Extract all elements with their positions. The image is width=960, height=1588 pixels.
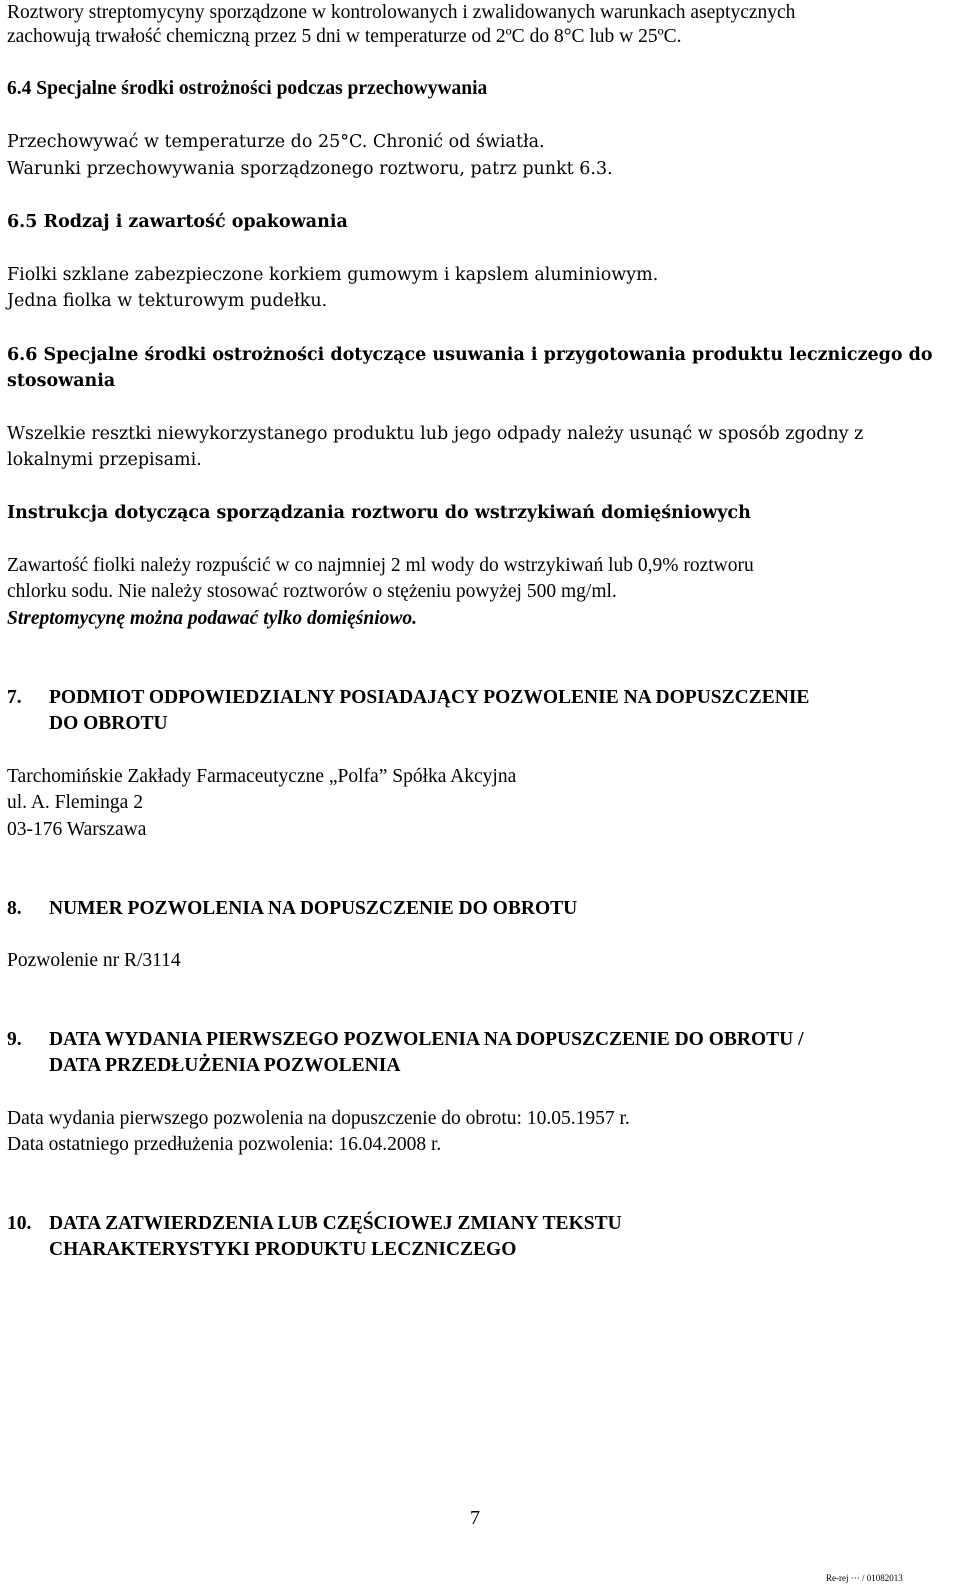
section-8-line-1: Pozwolenie nr R/3114 bbox=[7, 950, 181, 971]
section-10-number: 10. bbox=[7, 1213, 32, 1234]
section-9-line-2: Data ostatniego przedłużenia pozwolenia: 16.04.2008 r. bbox=[7, 1134, 442, 1155]
section-9-number: 9. bbox=[7, 1029, 22, 1050]
section-6-5-line-1: Fiolki szklane zabezpieczone korkiem gumowym i kapslem aluminiowym. bbox=[7, 265, 659, 285]
section-7-line-2: ul. A. Fleminga 2 bbox=[7, 792, 143, 813]
section-6-5-line-2: Jedna fiolka w tekturowym pudełku. bbox=[7, 291, 328, 311]
section-6-6-line-2: lokalnymi przepisami. bbox=[7, 450, 202, 470]
instruction-heading: Instrukcja dotycząca sporządzania roztworu do wstrzykiwań domięśniowych bbox=[7, 503, 751, 523]
section-7-heading-2: DO OBROTU bbox=[49, 713, 168, 734]
section-9-line-1: Data wydania pierwszego pozwolenia na dopuszczenie do obrotu: 10.05.1957 r. bbox=[7, 1108, 630, 1129]
footer-reference: Re-rej ··· / 01082013 bbox=[826, 1573, 903, 1583]
section-6-6-heading-1: 6.6 Specjalne środki ostrożności dotyczące usuwania i przygotowania produktu leczniczego do bbox=[7, 345, 933, 365]
section-7-heading-1 bbox=[7, 685, 809, 711]
instruction-line-2: chlorku sodu. Nie należy stosować roztworów o stężeniu powyżej 500 mg/ml. bbox=[7, 581, 617, 602]
section-9-heading-1 bbox=[7, 1027, 804, 1053]
section-8-heading bbox=[7, 896, 577, 922]
section-6-4-line-1: Przechowywać w temperaturze do 25°C. Chronić od światła. bbox=[7, 132, 545, 152]
section-10-heading-1 bbox=[7, 1211, 622, 1237]
instruction-line-3: Streptomycynę można podawać tylko domięśniowo. bbox=[7, 608, 418, 629]
instruction-line-1: Zawartość fiolki należy rozpuścić w co najmniej 2 ml wody do wstrzykiwań lub 0,9% roztworu bbox=[7, 555, 754, 576]
section-9-title-1: DATA WYDANIA PIERWSZEGO POZWOLENIA NA DOPUSZCZENIE DO OBROTU / bbox=[49, 1029, 804, 1050]
section-6-6-heading-2: stosowania bbox=[7, 371, 116, 391]
section-6-4-line-2: Warunki przechowywania sporządzonego roztworu, patrz punkt 6.3. bbox=[7, 159, 613, 179]
section-8-title: NUMER POZWOLENIA NA DOPUSZCZENIE DO OBROTU bbox=[49, 898, 578, 919]
section-7-title-1: PODMIOT ODPOWIEDZIALNY POSIADAJĄCY POZWOLENIE NA DOPUSZCZENIE bbox=[49, 687, 810, 708]
page-number: 7 bbox=[470, 1507, 480, 1529]
section-7-line-3: 03-176 Warszawa bbox=[7, 819, 147, 840]
section-7-number: 7. bbox=[7, 687, 22, 708]
section-10-title-1: DATA ZATWIERDZENIA LUB CZĘŚCIOWEJ ZMIANY TEKSTU bbox=[49, 1213, 622, 1234]
intro-line-2: zachowują trwałość chemiczną przez 5 dni w temperaturze od 2ºC do 8°C lub w 25ºC. bbox=[7, 26, 682, 47]
section-7-line-1: Tarchomińskie Zakłady Farmaceutyczne „Polfa” Spółka Akcyjna bbox=[7, 766, 517, 787]
section-10-heading-2: CHARAKTERYSTYKI PRODUKTU LECZNICZEGO bbox=[49, 1239, 517, 1260]
section-6-5-heading: 6.5 Rodzaj i zawartość opakowania bbox=[7, 212, 348, 232]
intro-line-1: Roztwory streptomycyny sporządzone w kontrolowanych i zwalidowanych warunkach aseptycznych bbox=[7, 2, 796, 23]
section-6-4-heading: 6.4 Specjalne środki ostrożności podczas przechowywania bbox=[7, 78, 488, 99]
section-6-6-line-1: Wszelkie resztki niewykorzystanego produktu lub jego odpady należy usunąć w sposób zgodny z bbox=[7, 424, 864, 444]
section-9-heading-2: DATA PRZEDŁUŻENIA POZWOLENIA bbox=[49, 1055, 401, 1076]
section-8-number: 8. bbox=[7, 898, 22, 919]
